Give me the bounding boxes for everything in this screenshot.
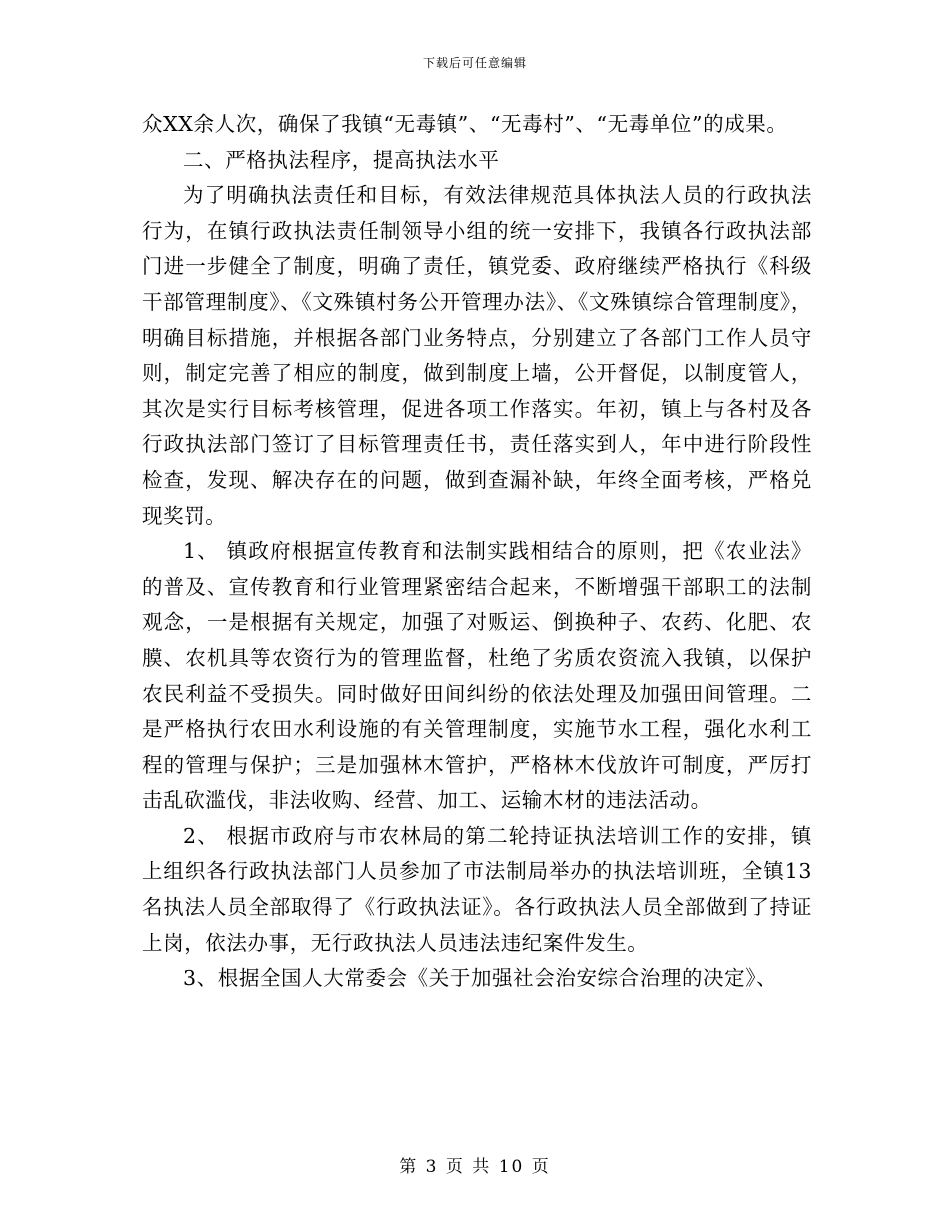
section-heading: 二、严格执法程序，提高执法水平: [183, 147, 500, 172]
paragraph: 1、 镇政府根据宣传教育和法制实践相结合的原则，把《农业法》的普及、宣传教育和行业管理紧密结合起来，不断增强干部职工的法制观念，一是根据有关规定，加强了对贩运、倒换种子、农药、化肥、农膜、农机具等农资行为的管理监督，杜绝了劣质农资流入我镇，以保护农民利益不受损失。同时做好田间纠纷的依法处理及加强田间管理。二是严格执行农田水利设施的有关管理制度，实施节水工程，强化水利工程的管理与保护；三是加强林木管护，严格林木伐放许可制度，严厉打击乱砍滥伐，非法收购、经营、加工、运输木材的违法活动。: [142, 539, 812, 813]
paragraph: 众XX余人次，确保了我镇“无毒镇”、“无毒村”、“无毒单位”的成果。: [142, 112, 788, 136]
page-number: 第 3 页 共 10 页: [399, 1157, 551, 1177]
paragraph: 3、根据全国人大常委会《关于加强社会治安综合治理的决定》、: [183, 966, 778, 991]
paragraph: 为了明确执法责任和目标，有效法律规范具体执法人员的行政执法行为，在镇行政执法责任制领导小组的统一安排下，我镇各行政执法部门进一步健全了制度，明确了责任，镇党委、政府继续严格执行《科级干部管理制度》、《文殊镇村务公开管理办法》、《文殊镇综合管理制度》，明确目标措施，并根据各部门业务特点，分别建立了各部门工作人员守则，制定完善了相应的制度，做到制度上墙，公开督促，以制度管人，其次是实行目标考核管理，促进各项工作落实。年初，镇上与各村及各行政执法部门签订了目标管理责任书，责任落实到人，年中进行阶段性检查，发现、解决存在的问题，做到查漏补缺，年终全面考核，严格兑现奖罚。: [142, 183, 812, 528]
document-body: [142, 107, 812, 997]
page-header: 下载后可任意编辑: [422, 56, 527, 70]
paragraph: 2、 根据市政府与市农林局的第二轮持证执法培训工作的安排，镇上组织各行政执法部门人员参加了市法制局举办的执法培训班，全镇13名执法人员全部取得了《行政执法证》。各行政执法人员全部做到了持证上岗，依法办事，无行政执法人员违法违纪案件发生。: [142, 823, 812, 955]
